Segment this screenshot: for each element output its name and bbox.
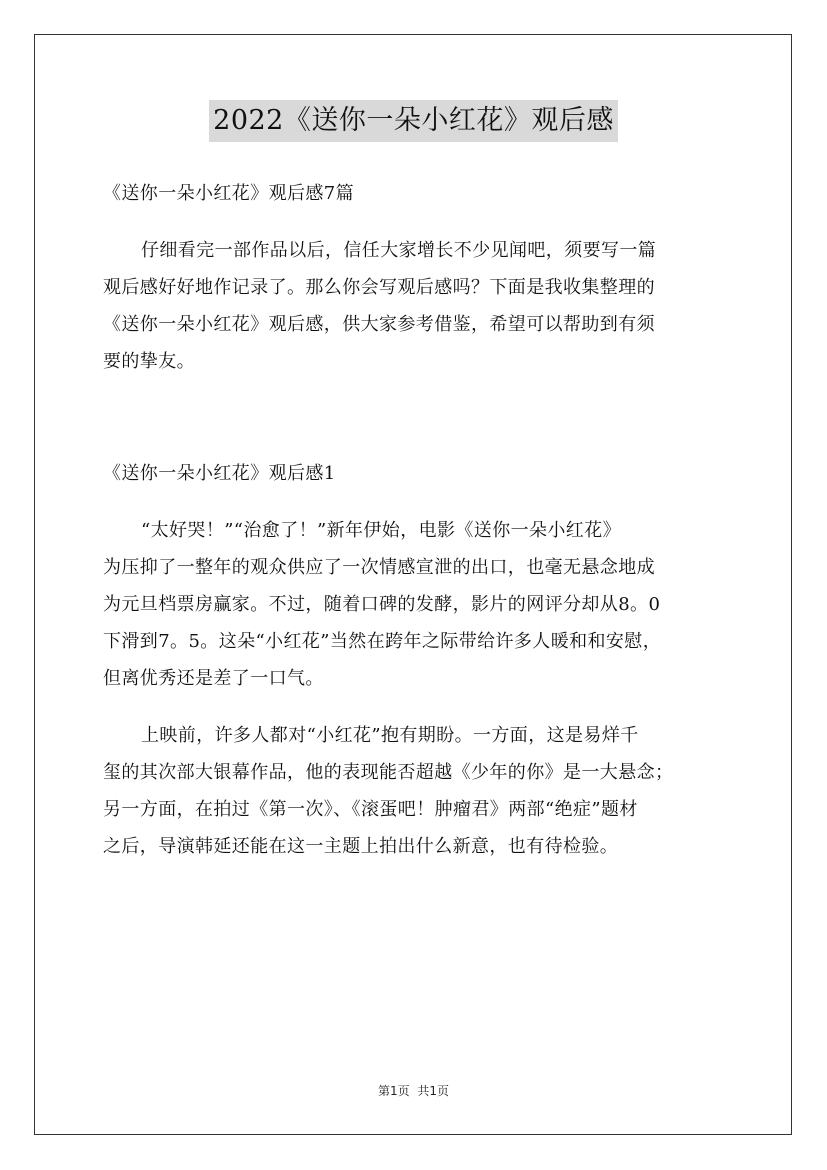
- paragraph-line: 《送你一朵小红花》观后感，供大家参考借鉴，希望可以帮助到有须: [103, 314, 655, 335]
- paragraph-line: 要的挚友。: [103, 351, 195, 372]
- paragraph-line: 观后感好好地作记录了。那么你会写观后感吗？下面是我收集整理的: [103, 277, 655, 298]
- page-number: 第1页: [377, 1084, 410, 1098]
- paragraph-line: 之后，导演韩延还能在这一主题上拍出什么新意，也有待检验。: [103, 836, 619, 857]
- paragraph-line: 为元旦档票房赢家。不过，随着口碑的发酵，影片的网评分却从8。0: [103, 594, 661, 615]
- paragraph-line: “太好哭！”“治愈了！”新年伊始，电影《送你一朵小红花》: [141, 520, 622, 541]
- page-total: 共1页: [417, 1084, 450, 1098]
- paragraph-line: 另一方面，在拍过《第一次》、《滚蛋吧！肿瘤君》两部“绝症”题材: [103, 799, 638, 820]
- intro-paragraph: [103, 232, 723, 380]
- title-container: [0, 100, 827, 142]
- paragraph-line: 但离优秀还是差了一口气。: [103, 668, 324, 689]
- paragraph-line: 为压抑了一整年的观众供应了一次情感宣泄的出口，也毫无悬念地成: [103, 557, 655, 578]
- paragraph-line: 上映前，许多人都对“小红花”抱有期盼。一方面，这是易烊千: [141, 725, 639, 746]
- document-body: [103, 175, 723, 865]
- spacer: [103, 400, 723, 455]
- paragraph-line: 仔细看完一部作品以后，信任大家增长不少见闻吧，须要写一篇: [141, 240, 657, 261]
- paragraph-line: 下滑到7。5。这朵“小红花”当然在跨年之际带给许多人暖和和安慰，: [103, 631, 662, 652]
- paragraph-line: 玺的其次部大银幕作品，他的表现能否超越《少年的你》是一大悬念；: [103, 762, 674, 783]
- section-heading: 《送你一朵小红花》观后感1: [103, 463, 336, 484]
- document-subtitle: 《送你一朵小红花》观后感7篇: [103, 183, 355, 204]
- page-footer: [0, 1081, 827, 1101]
- paragraph-1: [103, 512, 723, 697]
- paragraph-2: [103, 717, 723, 865]
- document-title: 2022《送你一朵小红花》观后感: [209, 100, 618, 142]
